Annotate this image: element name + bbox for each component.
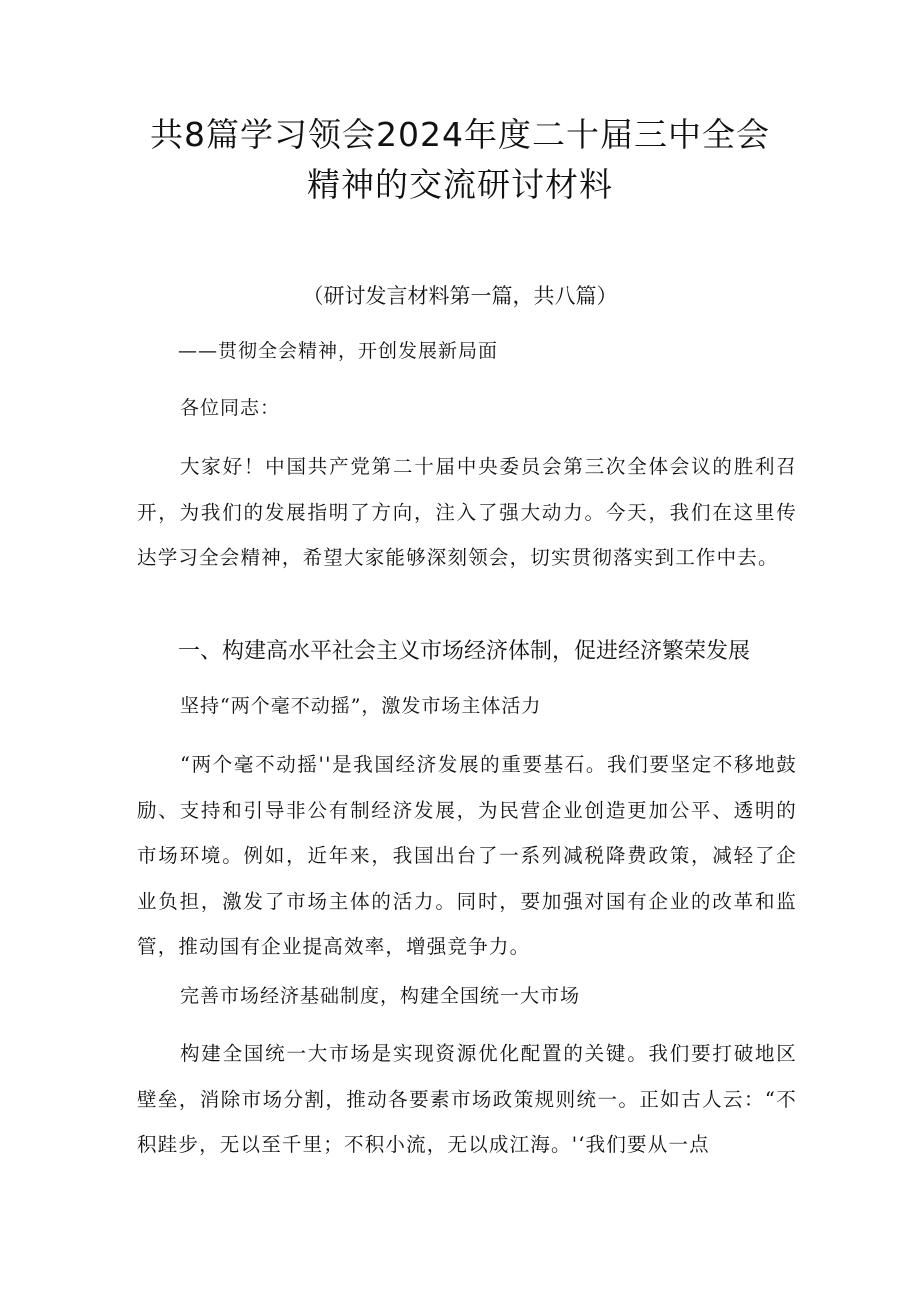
- intro-paragraph: 大家好！中国共产党第二十届中央委员会第三次全体会议的胜利召开，为我们的发展指明了方向，注入了强大动力。今天，我们在这里传达学习全会精神，希望大家能够深刻领会，切实贯彻落实到工作中去。: [137, 455, 797, 569]
- subsection-1-heading: 坚持“两个毫不动摇”，激发市场主体活力: [180, 695, 542, 717]
- document-subtitle: （研讨发言材料第一篇，共八篇）: [302, 284, 618, 308]
- section-1-heading: 一、构建高水平社会主义市场经济体制，促进经济繁荣发展: [178, 639, 751, 664]
- subsection-2-paragraph: 构建全国统一大市场是实现资源优化配置的关键。我们要打破地区壁垒，消除市场分割，推动各要素市场政策规则统一。正如古人云：“不积跬步，无以至千里；不积小流，无以成江海。'‘我们要从一点: [137, 1042, 797, 1156]
- byline: ——贯彻全会精神，开创发展新局面: [178, 340, 499, 362]
- subsection-1-paragraph: “两个毫不动摇''是我国经济发展的重要基石。我们要坚定不移地鼓励、支持和引导非公有制经济发展，为民营企业创造更加公平、透明的市场环境。例如，近年来，我国出台了一系列减税降费政策，减轻了企业负担，激发了市场主体的活力。同时，要加强对国有企业的改革和监管，推动国有企业提高效率，增强竞争力。: [137, 753, 797, 958]
- salutation: 各位同志：: [180, 397, 281, 419]
- subsection-2-heading: 完善市场经济基础制度，构建全国统一大市场: [180, 985, 581, 1007]
- document-title-line-2: 精神的交流研讨材料: [307, 165, 613, 204]
- document-title-line-1: 共8篇学习领会2024年度二十届三中全会: [150, 115, 770, 154]
